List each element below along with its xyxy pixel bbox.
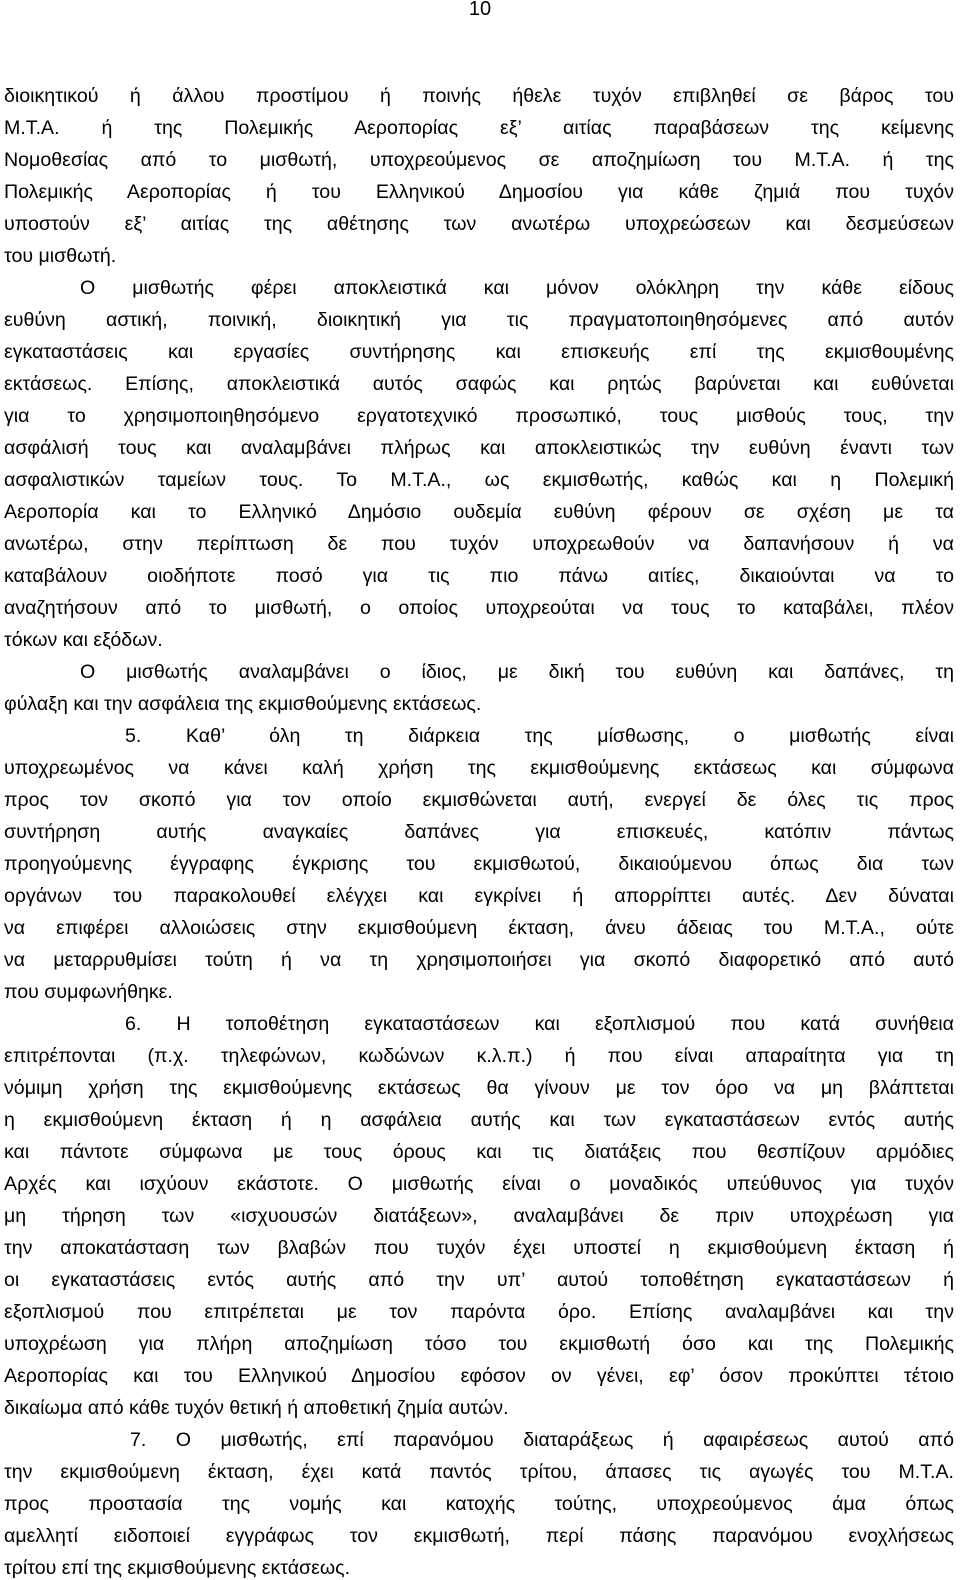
- text-line: την αποκατάσταση των βλαβών που τυχόν έχει υποστεί η εκμισθούμενη έκταση ή: [4, 1237, 954, 1259]
- text-line: νόμιμη χρήση της εκμισθούμενης εκτάσεως θα γίνουν με τον όρο να μη βλάπτεται: [4, 1077, 954, 1099]
- page-number: 10: [468, 0, 492, 20]
- text-line: διοικητικού ή άλλου προστίμου ή ποινής ήθελε τυχόν επιβληθεί σε βάρος του: [4, 85, 954, 107]
- text-line: δικαίωμα από κάθε τυχόν θετική ή αποθετική ζημία αυτών.: [4, 1397, 509, 1419]
- text-line: προς προστασία της νομής και κατοχής τούτης, υποχρεούμενος άμα όπως: [4, 1493, 954, 1515]
- text-line: 6. Η τοποθέτηση εγκαταστάσεων και εξοπλισμού που κατά συνήθεια: [125, 1013, 954, 1035]
- text-line: προηγούμενης έγγραφης έγκρισης του εκμισθωτού, δικαιούμενου όπως δια των: [4, 853, 954, 875]
- text-line: Πολεμικής Αεροπορίας ή του Ελληνικού Δημοσίου για κάθε ζημιά που τυχόν: [4, 181, 954, 203]
- text-line: να μεταρρυθμίσει τούτη ή να τη χρησιμοποιήσει για σκοπό διαφορετικό από αυτό: [4, 949, 954, 971]
- text-line: αμελλητί ειδοποιεί εγγράφως τον εκμισθωτή, περί πάσης παρανόμου ενοχλήσεως: [4, 1525, 954, 1547]
- text-line: Νομοθεσίας από το μισθωτή, υποχρεούμενος σε αποζημίωση του Μ.Τ.Α. ή της: [4, 149, 954, 171]
- text-line: ασφαλιστικών ταμείων τους. Το Μ.Τ.Α., ως εκμισθωτής, καθώς και η Πολεμική: [4, 469, 954, 491]
- text-line: την εκμισθούμενη έκταση, έχει κατά παντός τρίτου, άπασες τις αγωγές του Μ.Τ.Α.: [4, 1461, 954, 1483]
- text-line: να επιφέρει αλλοιώσεις στην εκμισθούμενη έκταση, άνευ άδειας του Μ.Τ.Α., ούτε: [4, 917, 954, 939]
- text-line: υποστούν εξ’ αιτίας της αθέτησης των ανωτέρω υποχρεώσεων και δεσμεύσεων: [4, 213, 954, 235]
- text-line: προς τον σκοπό για τον οποίο εκμισθώνεται αυτή, ενεργεί δε όλες τις προς: [4, 789, 954, 811]
- text-line: συντήρηση αυτής αναγκαίες δαπάνες για επισκευές, κατόπιν πάντως: [4, 821, 954, 843]
- text-line: οι εγκαταστάσεις εντός αυτής από την υπ’ αυτού τοποθέτηση εγκαταστάσεων ή: [4, 1269, 954, 1291]
- text-line: Ο μισθωτής φέρει αποκλειστικά και μόνον ολόκληρη την κάθε είδους: [80, 277, 954, 299]
- text-line: οργάνων του παρακολουθεί ελέγχει και εγκρίνει ή απορρίπτει αυτές. Δεν δύναται: [4, 885, 954, 907]
- text-line: εγκαταστάσεις και εργασίες συντήρησης και επισκευής επί της εκμισθουμένης: [4, 341, 954, 363]
- text-line: για το χρησιμοποιηθησόμενο εργατοτεχνικό προσωπικό, τους μισθούς τους, την: [4, 405, 954, 427]
- text-line: Αεροπορίας και του Ελληνικού Δημοσίου εφόσον ον γένει, εφ’ όσον προκύπτει τέτοιο: [4, 1365, 954, 1387]
- text-line: υποχρέωση για πλήρη αποζημίωση τόσο του εκμισθωτή όσο και της Πολεμικής: [4, 1333, 954, 1355]
- text-line: εκτάσεως. Επίσης, αποκλειστικά αυτός σαφώς και ρητώς βαρύνεται και ευθύνεται: [4, 373, 954, 395]
- text-line: Μ.Τ.Α. ή της Πολεμικής Αεροπορίας εξ’ αιτίας παραβάσεων της κείμενης: [4, 117, 954, 139]
- text-line: επιτρέπονται (π.χ. τηλεφώνων, κωδώνων κ.λ.π.) ή που είναι απαραίτητα για τη: [4, 1045, 954, 1067]
- text-line: τόκων και εξόδων.: [4, 629, 163, 651]
- text-line: τρίτου επί της εκμισθούμενης εκτάσεως.: [4, 1557, 351, 1579]
- text-line: Αρχές και ισχύουν εκάστοτε. Ο μισθωτής είναι ο μοναδικός υπεύθυνος για τυχόν: [4, 1173, 954, 1195]
- text-line: ασφάλισή τους και αναλαμβάνει πλήρως και αποκλειστικώς την ευθύνη έναντι των: [4, 437, 954, 459]
- text-line: αναζητήσουν από το μισθωτή, ο οποίος υποχρεούται να τους το καταβάλει, πλέον: [4, 597, 954, 619]
- text-line: Αεροπορία και το Ελληνικό Δημόσιο ουδεμία ευθύνη φέρουν σε σχέση με τα: [4, 501, 954, 523]
- text-line: υποχρεωμένος να κάνει καλή χρήση της εκμισθούμενης εκτάσεως και σύμφωνα: [4, 757, 954, 779]
- text-line: 7. Ο μισθωτής, επί παρανόμου διαταράξεως ή αφαιρέσεως αυτού από: [130, 1429, 954, 1451]
- text-line: Ο μισθωτής αναλαμβάνει ο ίδιος, με δική του ευθύνη και δαπάνες, τη: [80, 661, 954, 683]
- text-line: του μισθωτή.: [4, 245, 117, 267]
- text-line: που συμφωνήθηκε.: [4, 981, 173, 1003]
- text-line: φύλαξη και την ασφάλεια της εκμισθούμενης εκτάσεως.: [4, 693, 482, 715]
- text-line: μη τήρηση των «ισχυουσών διατάξεων», αναλαμβάνει δε πριν υποχρέωση για: [4, 1205, 954, 1227]
- text-line: ανωτέρω, στην περίπτωση δε που τυχόν υποχρεωθούν να δαπανήσουν ή να: [4, 533, 954, 555]
- text-line: και πάντοτε σύμφωνα με τους όρους και τις διατάξεις που θεσπίζουν αρμόδιες: [4, 1141, 954, 1163]
- text-line: η εκμισθούμενη έκταση ή η ασφάλεια αυτής και των εγκαταστάσεων εντός αυτής: [4, 1109, 954, 1131]
- text-line: 5. Καθ’ όλη τη διάρκεια της μίσθωσης, ο μισθωτής είναι: [125, 725, 954, 747]
- text-line: εξοπλισμού που επιτρέπεται με τον παρόντα όρο. Επίσης αναλαμβάνει και την: [4, 1301, 954, 1323]
- text-line: ευθύνη αστική, ποινική, διοικητική για τις πραγματοποιηθησόμενες από αυτόν: [4, 309, 954, 331]
- text-line: καταβάλουν οιοδήποτε ποσό για τις πιο πάνω αιτίες, δικαιούνται να το: [4, 565, 954, 587]
